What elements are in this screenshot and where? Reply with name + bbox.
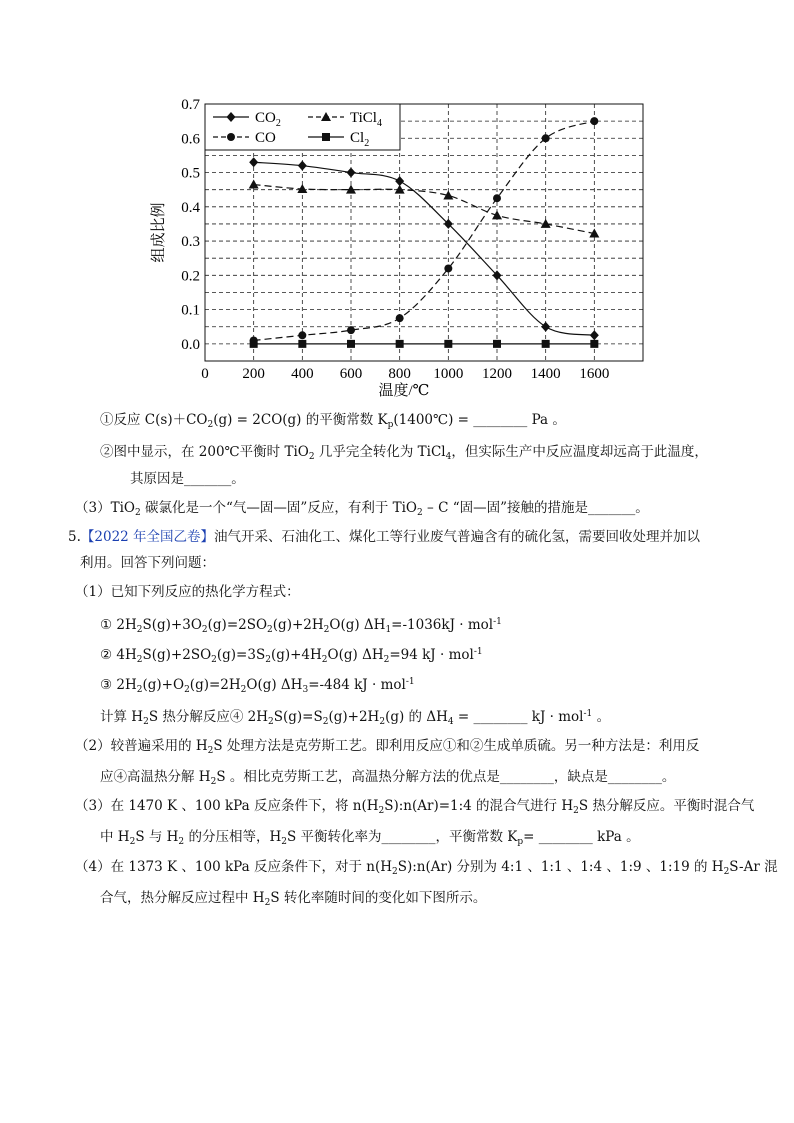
square-marker <box>444 340 452 348</box>
text-segment: (g)+O <box>142 677 185 693</box>
text-line <box>100 613 502 639</box>
triangle-marker <box>249 180 259 189</box>
y-tick-label: 0.5 <box>181 165 200 182</box>
composition-temperature-chart <box>0 0 794 400</box>
text-segment: S-Ar 混 <box>729 859 778 875</box>
text-segment: 的分压相等，H <box>184 829 282 845</box>
superscript: -1 <box>493 617 502 627</box>
text-segment: S 与 H <box>135 829 179 845</box>
triangle-marker <box>395 185 405 194</box>
subscript: 2 <box>265 655 271 665</box>
circle-marker <box>298 331 306 339</box>
text-line <box>75 583 300 601</box>
diamond-marker <box>541 322 550 332</box>
series-line-CO <box>254 121 595 340</box>
text-segment: ，但实际生产中反应温度却远高于此温度， <box>451 444 708 460</box>
square-marker <box>347 340 355 348</box>
legend-label: $CO_2$ <box>255 110 281 129</box>
text-segment: kJ · mol <box>527 709 584 725</box>
y-tick-label: 0.7 <box>181 97 200 113</box>
subscript: 2 <box>392 867 398 877</box>
x-tick-label: 600 <box>339 366 363 382</box>
subscript: 2 <box>201 625 208 635</box>
y-tick-label: 0.2 <box>181 268 200 285</box>
subscript: 2 <box>210 777 217 787</box>
y-tick-label: 0.6 <box>181 131 200 148</box>
diamond-marker <box>298 161 307 171</box>
y-tick-label: 0.0 <box>181 336 200 353</box>
answer-blank: ________ <box>538 829 593 845</box>
x-axis-label: 温度/℃ <box>378 383 430 399</box>
text-segment: – C “固—固”接触的措施是 <box>422 500 588 516</box>
text-line <box>100 705 610 731</box>
text-segment: ② 4H <box>100 647 137 663</box>
text-segment: ① 2H <box>100 617 137 633</box>
x-tick-label: 400 <box>291 366 314 382</box>
subscript: 1 <box>385 625 392 635</box>
text-segment: ①反应 C(s)＋CO <box>100 412 208 428</box>
text-segment: = <box>523 829 539 845</box>
text-segment: S(g)=S <box>273 709 323 725</box>
diamond-marker <box>590 330 599 340</box>
subscript: 2 <box>207 420 214 430</box>
answer-blank: ________ <box>499 769 554 785</box>
text-line <box>100 828 640 851</box>
subscript: 2 <box>573 806 579 816</box>
answer-blank: _______ <box>588 500 636 516</box>
x-tick-label: 200 <box>242 366 265 382</box>
subscript: 2 <box>321 655 328 665</box>
text-segment: ②图中显示，在 200℃平衡时 TiO <box>100 444 309 460</box>
answer-blank: _______ <box>184 471 232 487</box>
subscript: 2 <box>383 655 390 665</box>
circle-marker <box>227 133 235 141</box>
circle-marker <box>347 326 355 334</box>
subscript: 2 <box>211 655 217 665</box>
text-segment: 。 <box>592 709 611 725</box>
text-segment: kPa 。 <box>592 829 640 845</box>
text-line <box>68 528 700 546</box>
text-segment: ③ 2H <box>100 677 137 693</box>
text-segment: S(g)+2SO <box>142 647 212 663</box>
subscript: 2 <box>378 806 385 816</box>
text-segment: 合气，热分解反应过程中 H <box>100 890 265 906</box>
triangle-marker <box>541 219 551 228</box>
subscript: 2 <box>322 717 329 727</box>
text-segment: 计算 H <box>100 709 144 725</box>
text-line <box>75 499 649 522</box>
x-tick-label: 800 <box>388 366 411 382</box>
diamond-marker <box>347 168 356 178</box>
text-segment: 利用。回答下列问题： <box>80 555 215 571</box>
x-tick-label: 1600 <box>579 366 610 382</box>
text-segment: (g)=2H <box>189 677 241 693</box>
superscript: -1 <box>473 647 483 657</box>
subscript: 2 <box>184 685 190 695</box>
text-segment: Pa 。 <box>527 412 566 428</box>
text-segment: (g)=3S <box>216 647 266 663</box>
text-line <box>80 554 215 572</box>
text-line <box>100 673 415 699</box>
legend <box>205 104 400 150</box>
subscript: 2 <box>178 837 185 847</box>
text-segment: 中 H <box>100 829 130 845</box>
text-line <box>100 768 675 791</box>
answer-blank: ________ <box>473 709 528 725</box>
subscript: 4 <box>447 717 454 727</box>
text-segment: =-1036kJ · mol <box>391 617 494 633</box>
text-segment: S 热分解反应。平衡时混合气 <box>578 798 755 814</box>
text-segment: S):n(Ar) 分别为 4:1 、1:1 、1:4 、1:9 、1:19 的 H <box>397 859 724 875</box>
square-marker <box>396 340 404 348</box>
source-tag: 【2022 年全国乙卷】 <box>80 529 215 545</box>
square-marker <box>298 340 306 348</box>
text-line <box>100 443 708 466</box>
text-segment: = <box>453 709 474 725</box>
square-marker <box>590 340 598 348</box>
text-segment: (g) 的 ΔH <box>385 709 448 725</box>
text-segment: S 平衡转化率为 <box>286 829 382 845</box>
text-segment: (1400℃) = <box>393 412 474 428</box>
text-segment: 应④高温热分解 H <box>100 769 211 785</box>
subscript: 2 <box>240 685 247 695</box>
diamond-marker <box>395 176 404 186</box>
subscript: 2 <box>379 717 386 727</box>
text-line <box>75 858 778 881</box>
text-segment: （3）TiO <box>75 500 135 516</box>
subscript: 2 <box>134 508 141 518</box>
text-line <box>75 737 699 760</box>
legend-label: $Cl_2$ <box>350 130 370 149</box>
text-segment: 其原因是 <box>130 471 184 487</box>
subscript: 2 <box>264 898 271 908</box>
text-segment: （3）在 1470 K 、100 kPa 反应条件下，将 n(H <box>75 798 379 814</box>
text-line <box>100 643 483 669</box>
circle-marker <box>444 264 452 272</box>
text-segment: (g)+2H <box>328 709 380 725</box>
text-segment: 油气开采、石油化工、煤化工等行业废气普遍含有的硫化氢，需要回收处理并加以 <box>214 529 701 545</box>
text-segment: (g)=2SO <box>207 617 268 633</box>
text-segment: O(g) ΔH <box>246 677 303 693</box>
text-segment: ，缺点是 <box>553 769 608 785</box>
text-segment: 。 <box>635 500 649 516</box>
text-segment: (g)+2H <box>272 617 324 633</box>
x-tick-label: 1000 <box>433 366 464 382</box>
text-segment: =-484 kJ · mol <box>308 677 406 693</box>
subscript: 2 <box>417 508 423 518</box>
text-segment: S):n(Ar)=1:4 的混合气进行 H <box>384 798 574 814</box>
subscript: 2 <box>308 452 315 462</box>
legend-label: TiCl$_4$ <box>350 110 382 129</box>
text-segment: 。 <box>661 769 676 785</box>
answer-blank: ________ <box>473 412 528 428</box>
circle-marker <box>542 134 550 142</box>
subscript: 2 <box>207 746 214 756</box>
text-segment: S 处理方法是克劳斯工艺。即利用反应①和②生成单质硫。另一种方法是：利用反 <box>213 738 700 754</box>
circle-marker <box>493 194 501 202</box>
text-segment: （1）已知下列反应的热化学方程式： <box>75 584 300 600</box>
subscript: 2 <box>129 837 136 847</box>
answer-blank: ________ <box>607 769 662 785</box>
y-tick-label: 0.4 <box>181 199 200 216</box>
square-marker <box>493 340 501 348</box>
text-segment: O(g) ΔH <box>327 647 384 663</box>
subscript: 2 <box>281 837 287 847</box>
text-segment: （2）较普遍采用的 H <box>75 738 208 754</box>
square-marker <box>542 340 550 348</box>
x-tick-label: 1400 <box>530 366 561 382</box>
text-segment: S 热分解反应④ 2H <box>148 709 269 725</box>
circle-marker <box>396 314 404 322</box>
answer-blank: ________ <box>381 829 436 845</box>
text-segment: S 转化率随时间的变化如下图所示。 <box>270 890 487 906</box>
text-line <box>75 797 754 820</box>
superscript: -1 <box>583 709 593 719</box>
subscript: 2 <box>136 625 143 635</box>
y-tick-label: 0.3 <box>181 234 200 251</box>
text-line <box>130 470 245 488</box>
subscript: 2 <box>268 717 274 727</box>
text-segment: (g)+4H <box>270 647 322 663</box>
text-line <box>100 889 486 912</box>
text-segment: （4）在 1373 K 、100 kPa 反应条件下，对于 n(H <box>75 859 392 875</box>
x-tick-label: 1200 <box>482 366 512 382</box>
text-segment: S(g)+3O <box>142 617 202 633</box>
subscript: 3 <box>302 685 309 695</box>
text-segment: 5. <box>68 529 81 545</box>
square-marker <box>322 133 330 141</box>
subscript: 2 <box>136 685 143 695</box>
text-segment: 几乎完全转化为 TiCl <box>314 444 446 460</box>
subscript: p <box>387 420 394 430</box>
subscript: p <box>517 837 524 847</box>
text-line <box>100 411 566 434</box>
subscript: 2 <box>136 655 143 665</box>
text-segment: =94 kJ · mol <box>389 647 474 663</box>
text-segment: (g) = 2CO(g) 的平衡常数 K <box>213 412 388 428</box>
superscript: -1 <box>405 677 415 687</box>
legend-label: CO <box>255 130 276 146</box>
subscript: 4 <box>445 452 452 462</box>
diamond-marker <box>249 157 258 167</box>
y-axis-label: 组成比例 <box>151 202 167 263</box>
text-segment: S 。相比克劳斯工艺，高温热分解方法的优点是 <box>216 769 500 785</box>
text-segment: O(g) ΔH <box>329 617 386 633</box>
subscript: 2 <box>267 625 273 635</box>
text-segment: 碳氯化是一个“气—固—固”反应，有利于 TiO <box>140 500 417 516</box>
y-tick-label: 0.1 <box>181 302 200 319</box>
text-segment: ，平衡常数 K <box>435 829 518 845</box>
text-segment: 。 <box>231 471 245 487</box>
subscript: 2 <box>323 625 330 635</box>
subscript: 2 <box>723 867 730 877</box>
x-tick-label: 0 <box>201 366 209 382</box>
circle-marker <box>590 117 598 125</box>
subscript: 2 <box>143 717 149 727</box>
square-marker <box>250 340 258 348</box>
